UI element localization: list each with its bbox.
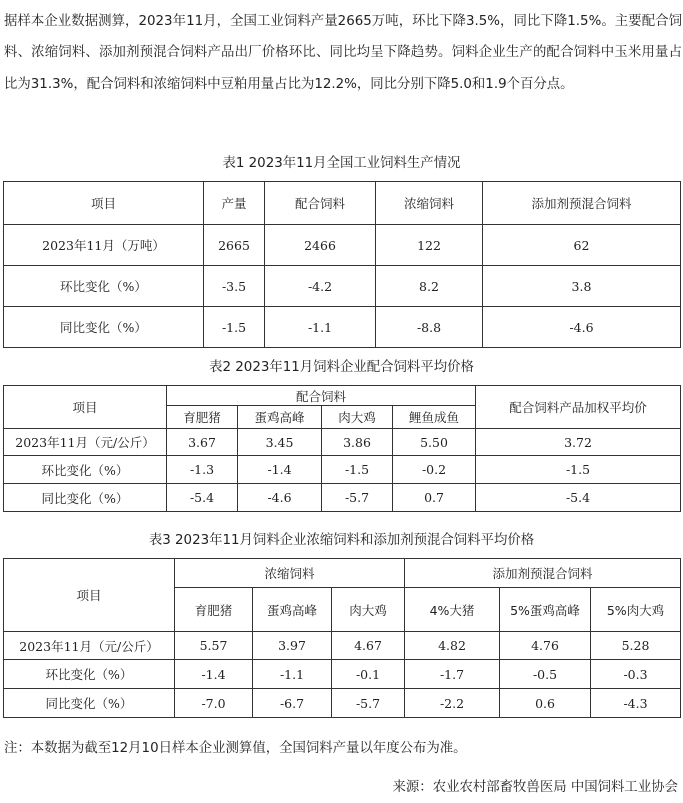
table-row xyxy=(4,307,681,348)
table-cell: 4.76 xyxy=(500,632,591,660)
table2-subheader-cell: 育肥猪 xyxy=(167,406,238,429)
table-cell: -6.7 xyxy=(253,689,332,718)
table-row xyxy=(4,689,681,718)
table-cell: 62 xyxy=(483,225,681,266)
table-cell: -1.1 xyxy=(265,307,376,348)
table-cell: -1.1 xyxy=(253,660,332,689)
row-label: 环比变化（%） xyxy=(4,456,167,484)
table-cell: -1.4 xyxy=(175,660,253,689)
table-row xyxy=(4,225,681,266)
table-cell: -5.7 xyxy=(322,484,393,512)
intro-paragraph: 据样本企业数据测算，2023年11月，全国工业饲料产量2665万吨，环比下降3.5%，同比下降1.5%。主要配合饲料、浓缩饲料、添加剂预混合饲料产品出厂价格环比、同比均呈下降趋势。饲料企业生产的配合饲料中玉米用量占比为31.3%，配合饲料和浓缩饲料中豆粕用量占比为12.2%，同比分别下降5.0和1.9个百分点。 xyxy=(4,14,682,92)
table2-subheader-cell: 蛋鸡高峰 xyxy=(238,406,322,429)
table3-item-header: 项目 xyxy=(4,559,175,632)
table3-subheader-cell: 4%大猪 xyxy=(405,588,500,632)
table-cell: -4.2 xyxy=(265,266,376,307)
table3-subheader-cell: 蛋鸡高峰 xyxy=(253,588,332,632)
row-label: 2023年11月（万吨） xyxy=(4,225,204,266)
table-row xyxy=(4,660,681,689)
table-cell: -5.7 xyxy=(332,689,405,718)
source-attribution: 来源：农业农村部畜牧兽医局 中国饲料工业协会 xyxy=(392,780,678,795)
table-cell: 3.45 xyxy=(238,429,322,456)
table-cell: 3.86 xyxy=(322,429,393,456)
table-cell: -4.6 xyxy=(483,307,681,348)
table-cell: 0.7 xyxy=(393,484,476,512)
table-cell: 2665 xyxy=(204,225,265,266)
row-label: 2023年11月（元/公斤） xyxy=(4,429,167,456)
table-cell: -4.6 xyxy=(238,484,322,512)
table-cell: 4.67 xyxy=(332,632,405,660)
row-label: 环比变化（%） xyxy=(4,266,204,307)
table-cell: -2.2 xyxy=(405,689,500,718)
table2-subheader-cell: 鲤鱼成鱼 xyxy=(393,406,476,429)
table-cell: 5.57 xyxy=(175,632,253,660)
table-row xyxy=(4,456,681,484)
table-cell: 3.72 xyxy=(476,429,681,456)
table3-subheader-cell: 肉大鸡 xyxy=(332,588,405,632)
table-cell: 5.50 xyxy=(393,429,476,456)
table3-caption: 表3 2023年11月饲料企业浓缩饲料和添加剂预混合饲料平均价格 xyxy=(148,533,535,548)
table-cell: 2466 xyxy=(265,225,376,266)
table1-header-cell: 浓缩饲料 xyxy=(376,182,483,225)
table-cell: -4.3 xyxy=(591,689,681,718)
table-cell: 3.8 xyxy=(483,266,681,307)
table1-header-cell: 配合饲料 xyxy=(265,182,376,225)
table-cell: -1.3 xyxy=(167,456,238,484)
table1-header-row xyxy=(4,182,681,225)
row-label: 同比变化（%） xyxy=(4,689,175,718)
table-cell: 3.67 xyxy=(167,429,238,456)
table-cell: -8.8 xyxy=(376,307,483,348)
table2-compound-feed-prices xyxy=(3,385,681,512)
table1-header-cell: 产量 xyxy=(204,182,265,225)
table-cell: -7.0 xyxy=(175,689,253,718)
table-row xyxy=(4,484,681,512)
row-label: 同比变化（%） xyxy=(4,484,167,512)
table-cell: 3.97 xyxy=(253,632,332,660)
table-cell: -5.4 xyxy=(167,484,238,512)
table-cell: -0.5 xyxy=(500,660,591,689)
table-cell: -1.5 xyxy=(322,456,393,484)
table-cell: -1.4 xyxy=(238,456,322,484)
table-cell: 4.82 xyxy=(405,632,500,660)
table1-production xyxy=(3,181,681,348)
row-label: 2023年11月（元/公斤） xyxy=(4,632,175,660)
footnote: 注：本数据为截至12月10日样本企业测算值，全国饲料产量以年度公布为准。 xyxy=(4,741,467,756)
row-label: 环比变化（%） xyxy=(4,660,175,689)
table2-header-row xyxy=(4,386,681,406)
table3-concentrate-premix-prices xyxy=(3,558,681,718)
table-row xyxy=(4,429,681,456)
table2-group-header: 配合饲料 xyxy=(167,386,476,406)
table3-subheader-cell: 育肥猪 xyxy=(175,588,253,632)
table-cell: -0.2 xyxy=(393,456,476,484)
table-row xyxy=(4,266,681,307)
table3-subheader-cell: 5%蛋鸡高峰 xyxy=(500,588,591,632)
table3-group-header: 浓缩饲料 xyxy=(175,559,405,588)
table1-header-cell: 项目 xyxy=(4,182,204,225)
table-cell: -0.1 xyxy=(332,660,405,689)
table-cell: -0.3 xyxy=(591,660,681,689)
table2-avg-header: 配合饲料产品加权平均价 xyxy=(476,386,681,429)
row-label: 同比变化（%） xyxy=(4,307,204,348)
table3-subheader-cell: 5%肉大鸡 xyxy=(591,588,681,632)
table-cell: 5.28 xyxy=(591,632,681,660)
table-row xyxy=(4,632,681,660)
table1-header-cell: 添加剂预混合饲料 xyxy=(483,182,681,225)
table3-group-header: 添加剂预混合饲料 xyxy=(405,559,681,588)
table3-header-row xyxy=(4,559,681,588)
table-cell: -1.5 xyxy=(476,456,681,484)
table2-item-header: 项目 xyxy=(4,386,167,429)
table-cell: -1.7 xyxy=(405,660,500,689)
table-cell: -5.4 xyxy=(476,484,681,512)
table1-caption: 表1 2023年11月全国工业饲料生产情况 xyxy=(222,156,461,171)
table2-subheader-cell: 肉大鸡 xyxy=(322,406,393,429)
table-cell: -1.5 xyxy=(204,307,265,348)
table2-caption: 表2 2023年11月饲料企业配合饲料平均价格 xyxy=(209,360,474,375)
table-cell: -3.5 xyxy=(204,266,265,307)
table-cell: 8.2 xyxy=(376,266,483,307)
table-cell: 122 xyxy=(376,225,483,266)
table-cell: 0.6 xyxy=(500,689,591,718)
